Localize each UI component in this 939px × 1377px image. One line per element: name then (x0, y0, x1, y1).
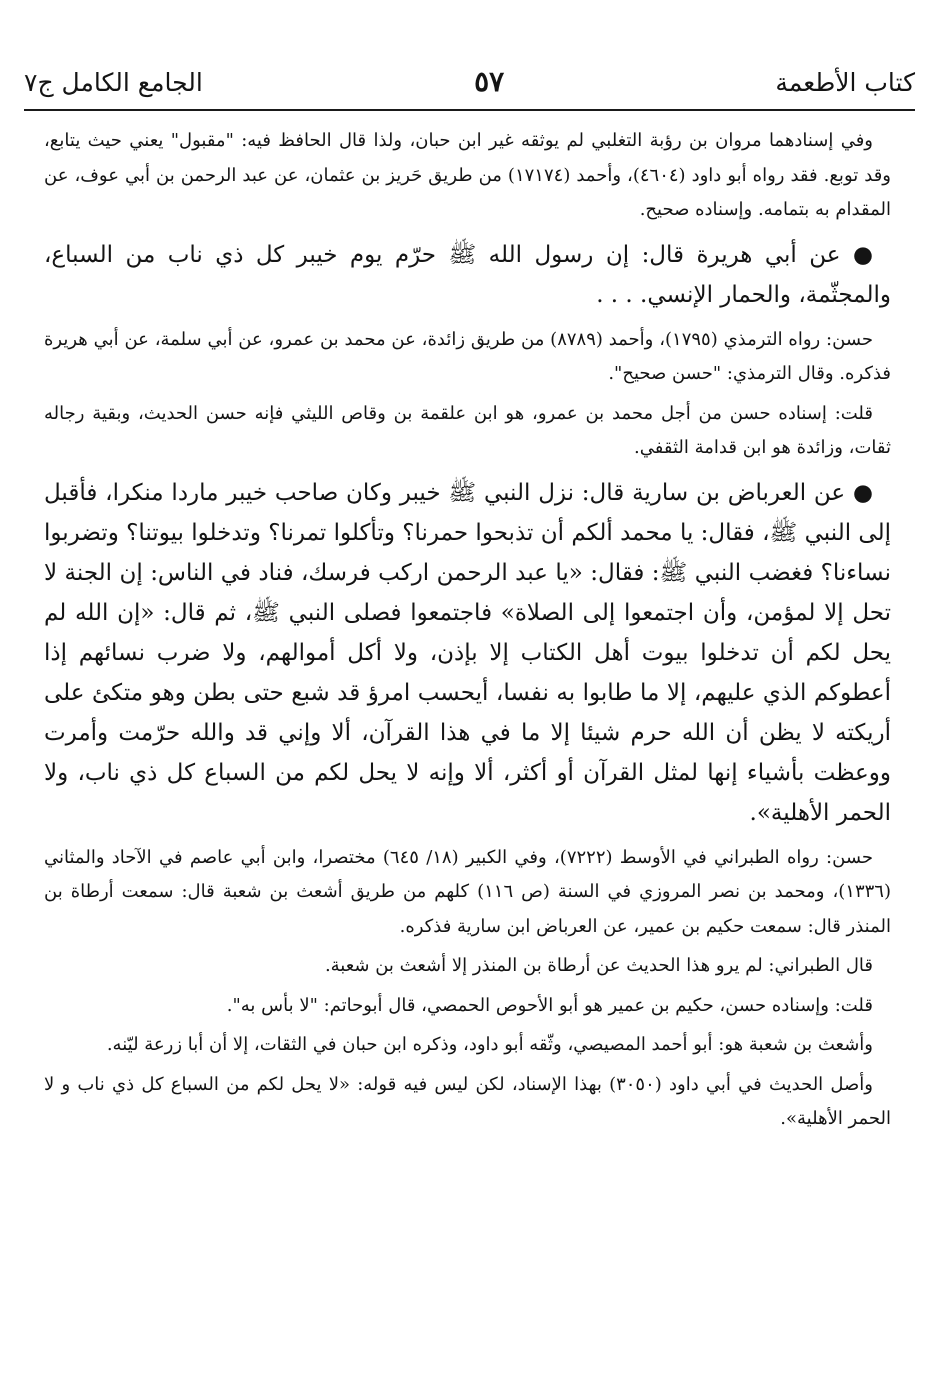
note-paragraph: وأصل الحديث في أبي داود (٣٠٥٠) بهذا الإسناد، لكن ليس فيه قوله: «لا يحل لكم من السباع كل ذي ناب و لا الحمر الأهلية». (44, 1073, 891, 1129)
note-paragraph: حسن: رواه الطبراني في الأوسط (٧٢٢٢)، وفي الكبير (١٨/ ٦٤٥) مختصرا، وابن أبي عاصم في الآحاد والمثاني (١٣٣٦)، ومحمد بن نصر المروزي في السنة (ص ١١٦) كلهم من طريق أشعث بن شعبة قال: سمعت أرطاة بن المنذر قال: سمعت حكيم بن عمير، عن العرباض ابن سارية فذكره. (44, 846, 891, 937)
note-paragraph: قال الطبراني: لم يرو هذا الحديث عن أرطاة بن المنذر إلا أشعث بن شعبة. (324, 955, 873, 976)
hadith-paragraph: ● عن أبي هريرة قال: إن رسول الله ﷺ حرّم يوم خيبر كل ذي ناب من السباع، والمجثّمة، والحمار الإنسي. . . . (44, 241, 891, 308)
page-header (24, 60, 915, 104)
book-title: الجامع الكامل ج٧ (24, 67, 203, 97)
page-number: ٥٧ (474, 65, 505, 98)
note-paragraph: وأشعث بن شعبة هو: أبو أحمد المصيصي، وثّقه أبو داود، وذكره ابن حبان في الثقات، إلا أن أبا زرعة ليّنه. (106, 1034, 873, 1055)
note-paragraph: قلت: وإسناده حسن، حكيم بن عمير هو أبو الأحوص الحمصي، قال أبوحاتم: "لا بأس به". (226, 994, 873, 1016)
note-paragraph: وفي إسنادهما مروان بن رؤبة التغلبي لم يوثقه غير ابن حبان، ولذا قال الحافظ فيه: "مقبول" يعني حيث يتابع، وقد توبع. فقد رواه أبو داود (٤٦٠٤)، وأحمد (١٧١٧٤) من طريق حَريز بن عثمان، عن عبد الرحمن بن أبي عوف، عن المقدام به بتمامه. وإسناده صحيح. (44, 130, 891, 220)
hadith-paragraph: ● عن العرباض بن سارية قال: نزل النبي ﷺ خيبر وكان صاحب خيبر ماردا منكرا، فأقبل إلى النبي ﷺ، فقال: يا محمد ألكم أن تذبحوا حمرنا؟ وتأكلوا تمرنا؟ وتدخلوا بيوتنا؟ وتضربوا نساءنا؟ فغضب النبي ﷺ: فقال: «يا عبد الرحمن اركب فرسك، فناد في الناس: إن الجنة لا تحل إلا لمؤمن، وأن اجتمعوا إلى الصلاة» فاجتمعوا فصلى النبي ﷺ، ثم قال: «إن الله لم يحل لكم أن تدخلوا بيوت أهل الكتاب إلا بإذن، ولا أكل أموالهم، ولا ضرب نسائهم إذا أعطوكم الذي عليهم، إلا ما طابوا به نفسا، أيحسب امرؤ قد شبع حتى بطن وهو متكئ على أريكته لا يظن أن الله حرم شيئا إلا ما في هذا القرآن، ألا وإني قد والله حرّمت وأمرت ووعظت بأشياء إنها لمثل القرآن أو أكثر، ألا وإنه لا يحل لكم من السباع كل ذي ناب، ولا الحمر الأهلية». (44, 479, 891, 826)
header-divider (24, 109, 915, 111)
page-body (44, 124, 891, 1354)
note-paragraph: قلت: إسناده حسن من أجل محمد بن عمرو، هو ابن علقمة بن وقاص الليثي فإنه حسن الحديث، وبقية رجاله ثقات، وزائدة هو ابن قدامة الثقفي. (44, 402, 891, 458)
chapter-title: كتاب الأطعمة (775, 67, 915, 97)
note-paragraph: حسن: رواه الترمذي (١٧٩٥)، وأحمد (٨٧٨٩) من طريق زائدة، عن محمد بن عمرو، عن أبي سلمة، عن أبي هريرة فذكره. وقال الترمذي: "حسن صحيح". (44, 328, 891, 384)
